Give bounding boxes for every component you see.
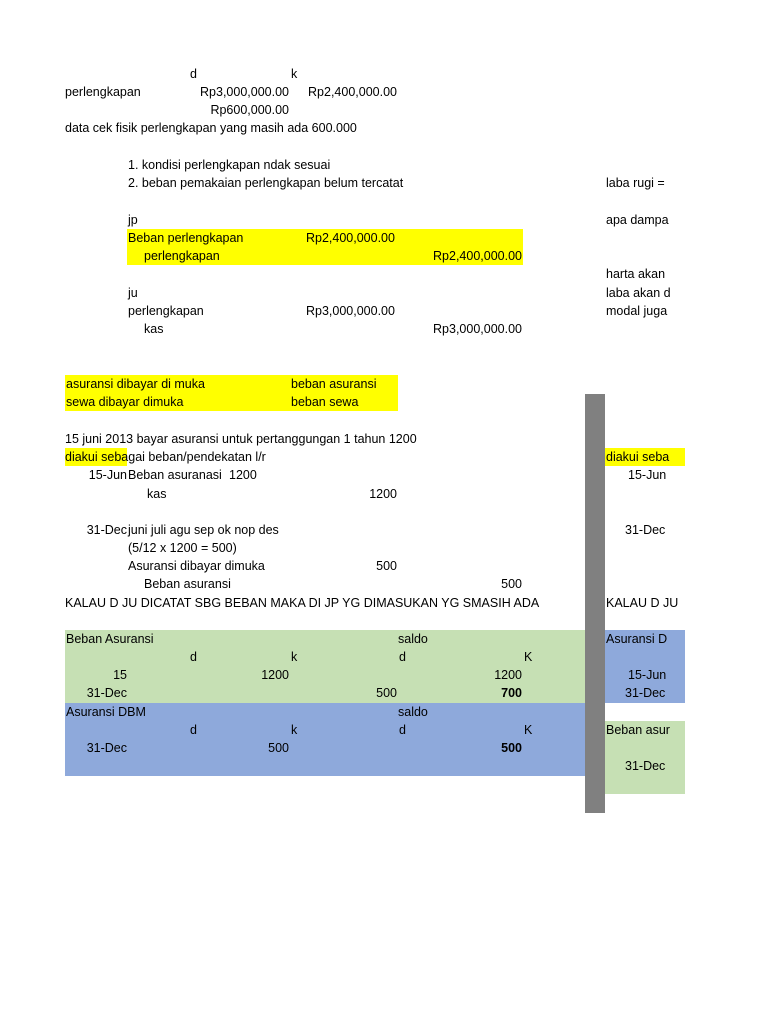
adj-date: 31-Dec	[86, 523, 127, 537]
right-approach: diakui seba	[606, 450, 670, 464]
right-ledger-1-title: Asuransi D	[606, 632, 668, 646]
right-modal: modal juga	[606, 304, 668, 318]
case-footnote: KALAU D JU DICATAT SBG BEBAN MAKA DI JP YG DIMASUKAN YG SMASIH ADA	[65, 596, 540, 610]
ledger-beban-row1-saldo: 1200	[494, 668, 522, 682]
ju-row1-account: perlengkapan	[128, 304, 204, 318]
pair-1-right: beban asuransi	[291, 377, 377, 391]
issue-2: 2. beban pemakaian perlengkapan belum tercatat	[128, 176, 404, 190]
entry1-credit: 1200	[369, 487, 397, 501]
jp-row1-debit: Rp2,400,000.00	[306, 231, 395, 245]
pair-2-left: sewa dibayar dimuka	[66, 395, 184, 409]
right-ledger-2-title: Beban asur	[606, 723, 670, 737]
ledger-beban-row2-credit: 500	[376, 686, 397, 700]
adj-formula: (5/12 x 1200 = 500)	[128, 541, 237, 555]
col-d-label: d	[190, 67, 197, 81]
case-title: 15 juni 2013 bayar asuransi untuk pertanggungan 1 tahun 1200	[65, 432, 417, 446]
account-perlengkapan: perlengkapan	[65, 85, 141, 99]
adj-months: juni juli agu sep ok nop des	[128, 523, 279, 537]
ledger-dbm-d: d	[190, 723, 197, 737]
adj-account: Asuransi dibayar dimuka	[128, 559, 265, 573]
right-footnote: KALAU D JU	[606, 596, 679, 610]
perlengkapan-balance: Rp600,000.00	[210, 103, 289, 117]
ju-row2-credit: Rp3,000,000.00	[433, 322, 522, 336]
right-ledger-1-date1: 15-Jun	[628, 668, 667, 682]
jp-row2-account: perlengkapan	[144, 249, 220, 263]
right-ledger-1-date2: 31-Dec	[625, 686, 666, 700]
ledger-dbm-k: k	[291, 723, 298, 737]
ledger-beban-saldo-k: K	[524, 650, 533, 664]
ledger-beban-row2-saldo: 700	[501, 686, 522, 700]
ju-row1-debit: Rp3,000,000.00	[306, 304, 395, 318]
ledger-beban-row1-debit: 1200	[261, 668, 289, 682]
right-harta: harta akan	[606, 267, 666, 281]
entry1-account: Beban asuranasi	[128, 468, 222, 482]
ledger-beban-k: k	[291, 650, 298, 664]
jp-row1-account: Beban perlengkapan	[128, 231, 244, 245]
pair-1-left: asuransi dibayar di muka	[66, 377, 205, 391]
perlengkapan-credit: Rp2,400,000.00	[308, 85, 397, 99]
right-apa-dampak: apa dampa	[606, 213, 669, 227]
right-laba-rugi: laba rugi =	[606, 176, 665, 190]
pair-2-right: beban sewa	[291, 395, 359, 409]
jp-label: jp	[128, 213, 138, 227]
entry1-debit: 1200	[229, 468, 257, 482]
ledger-beban-title: Beban Asuransi	[66, 632, 154, 646]
ju-label: ju	[128, 286, 138, 300]
jp-row2-credit: Rp2,400,000.00	[433, 249, 522, 263]
ledger-dbm-row1-saldo: 500	[501, 741, 522, 755]
ledger-beban-saldo-d: d	[399, 650, 406, 664]
adj-credit-account: Beban asuransi	[144, 577, 231, 591]
ledger-beban-row1-date: 15	[113, 668, 127, 682]
case-approach: diakui sebagai beban/pendekatan l/r	[65, 450, 266, 464]
adj-credit: 500	[501, 577, 522, 591]
right-ledger-2-date: 31-Dec	[625, 759, 666, 773]
ledger-beban-d: d	[190, 650, 197, 664]
perlengkapan-debit: Rp3,000,000.00	[200, 85, 289, 99]
entry1-date: 15-Jun	[88, 468, 127, 482]
ledger-dbm-saldo-d: d	[399, 723, 406, 737]
issue-1: 1. kondisi perlengkapan ndak sesuai	[128, 158, 331, 172]
ledger-beban-row2-date: 31-Dec	[86, 686, 127, 700]
adj-debit: 500	[376, 559, 397, 573]
physical-check-note: data cek fisik perlengkapan yang masih ada 600.000	[65, 121, 357, 135]
ledger-dbm-saldo: saldo	[398, 705, 428, 719]
col-k-label: k	[291, 67, 298, 81]
ledger-dbm-saldo-k: K	[524, 723, 533, 737]
right-laba: laba akan d	[606, 286, 671, 300]
ledger-beban-saldo: saldo	[398, 632, 428, 646]
ledger-dbm-row1-debit: 500	[268, 741, 289, 755]
ledger-dbm-row1-date: 31-Dec	[86, 741, 127, 755]
ledger-dbm-title: Asuransi DBM	[66, 705, 146, 719]
right-date1: 15-Jun	[628, 468, 667, 482]
right-date2: 31-Dec	[625, 523, 666, 537]
ju-row2-account: kas	[144, 322, 164, 336]
entry1-kas: kas	[147, 487, 167, 501]
